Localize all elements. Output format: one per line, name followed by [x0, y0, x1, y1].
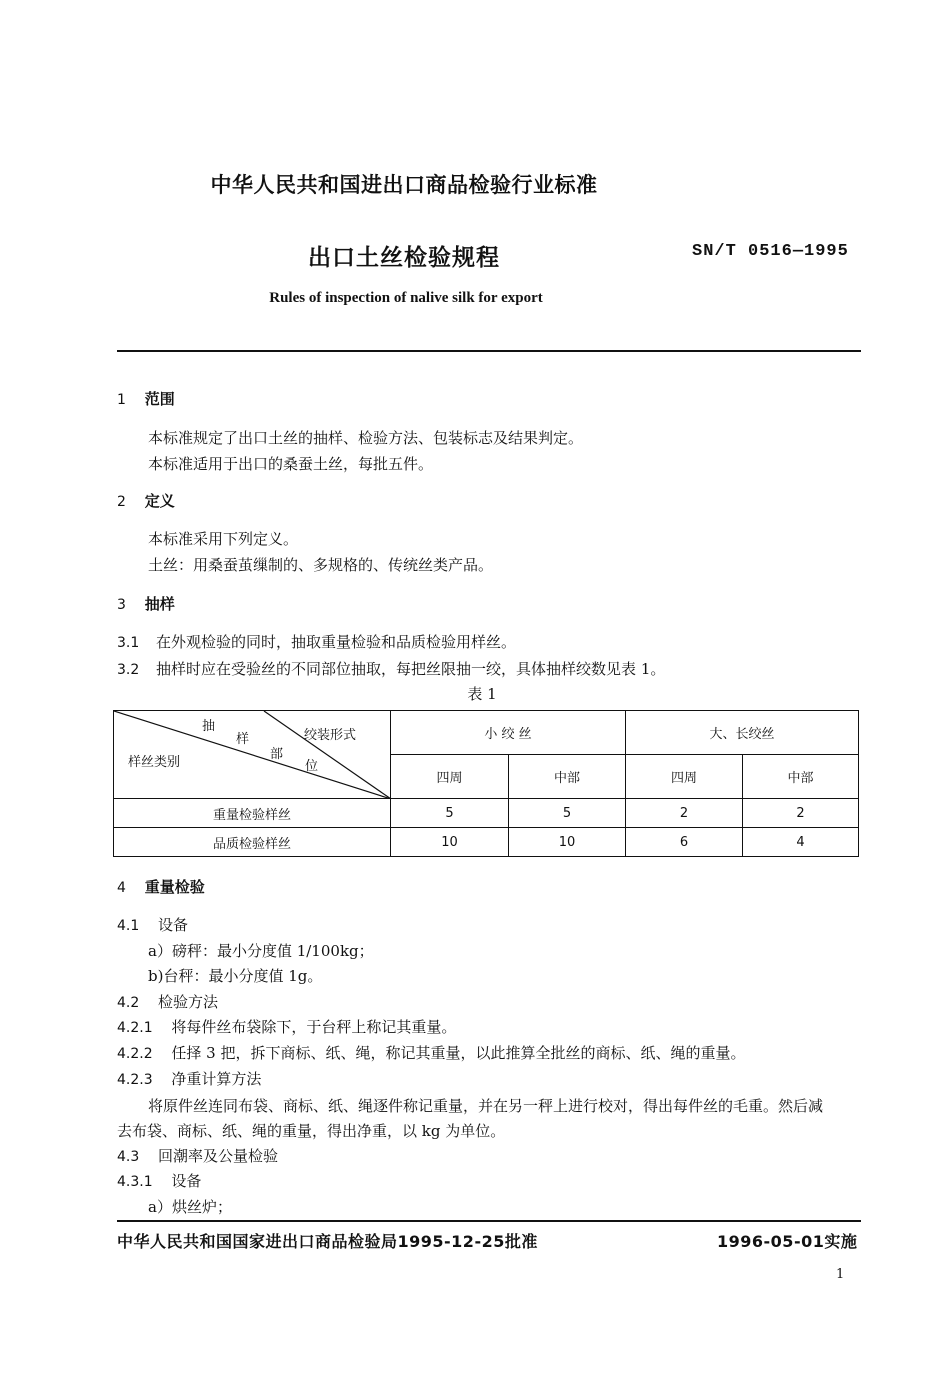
clause-text: 回潮率及公量检验: [158, 1147, 279, 1165]
corner-label-category: 样丝类别: [128, 755, 181, 770]
clause-text: 设备: [158, 916, 189, 934]
equipment-item-b: b)台秤：最小分度值 1g。: [148, 967, 323, 985]
equipment-item-a: a）磅秤：最小分度值 1/100kg；: [148, 942, 374, 960]
clause-text: 检验方法: [158, 993, 219, 1011]
clause-4-1: [117, 914, 188, 935]
section-1-heading: [117, 388, 175, 409]
corner-label-wei: 位: [305, 759, 319, 774]
clause-number: 4.1: [117, 918, 140, 934]
table-cell: 2: [626, 799, 743, 828]
clause-4-2: [117, 991, 218, 1012]
clause-4-2-3: [117, 1068, 261, 1089]
bottom-rule: [117, 1220, 861, 1222]
corner-label-chou: 抽: [202, 719, 216, 734]
table-cell: 5: [391, 799, 509, 828]
clause-3-1: [117, 631, 516, 652]
clause-text: 设备: [171, 1172, 202, 1190]
table-row: [114, 799, 859, 828]
sub-header: 中部: [509, 755, 626, 799]
clause-number: 4.2.3: [117, 1072, 153, 1088]
clause-number: 3.1: [117, 635, 140, 651]
clause-4-3: [117, 1145, 278, 1166]
group-header-large: 大、长绞丝: [626, 711, 859, 755]
corner-label-bu: 部: [270, 747, 284, 762]
section-number: 2: [117, 494, 126, 510]
top-rule: [117, 350, 861, 352]
definition-paragraph-1: 本标准采用下列定义。: [148, 530, 299, 548]
row-label: 品质检验样丝: [114, 828, 391, 857]
section-3-heading: [117, 593, 175, 614]
clause-3-2: [117, 658, 665, 679]
page-number: 1: [836, 1267, 845, 1282]
table-caption: 表 1: [467, 685, 497, 703]
section-4-heading: [117, 876, 205, 897]
clause-4-2-1: [117, 1016, 456, 1037]
scope-paragraph-1: 本标准规定了出口土丝的抽样、检验方法、包装标志及结果判定。: [148, 429, 584, 447]
table-cell: 5: [509, 799, 626, 828]
section-title: 范围: [144, 390, 175, 408]
net-weight-paragraph-line-1: 将原件丝连同布袋、商标、纸、绳逐件称记重量，并在另一秤上进行校对，得出每件丝的毛重。然后减: [148, 1097, 824, 1115]
row-label: 重量检验样丝: [114, 799, 391, 828]
table-cell: 4: [743, 828, 859, 857]
clause-number: 3.2: [117, 662, 140, 678]
corner-label-yang: 样: [236, 732, 250, 747]
clause-4-2-2: [117, 1042, 746, 1063]
scope-paragraph-2: 本标准适用于出口的桑蚕土丝，每批五件。: [148, 455, 434, 473]
clause-number: 4.2.1: [117, 1020, 153, 1036]
clause-text: 将每件丝布袋除下，于台秤上称记其重量。: [171, 1018, 457, 1036]
net-weight-paragraph-line-2: 去布袋、商标、纸、绳的重量，得出净重，以 kg 为单位。: [117, 1122, 506, 1140]
section-title: 抽样: [144, 595, 175, 613]
table-cell: 2: [743, 799, 859, 828]
clause-number: 4.3.1: [117, 1174, 153, 1190]
section-2-heading: [117, 490, 175, 511]
group-header-small: 小 绞 丝: [391, 711, 626, 755]
equipment-item-oven: a）烘丝炉；: [148, 1198, 232, 1216]
section-title: 定义: [144, 492, 175, 510]
sampling-table: [113, 710, 859, 857]
effective-date: 1996-05-01实施: [717, 1232, 858, 1251]
section-number: 1: [117, 392, 126, 408]
standard-code: SN/T 0516—1995: [692, 242, 849, 261]
sub-header: 四周: [626, 755, 743, 799]
section-title: 重量检验: [144, 878, 205, 896]
section-number: 3: [117, 597, 126, 613]
table-corner-header: [114, 711, 391, 799]
definition-paragraph-2: 土丝：用桑蚕茧缫制的、多规格的、传统丝类产品。: [148, 556, 494, 574]
table-cell: 10: [509, 828, 626, 857]
clause-text: 任择 3 把，拆下商标、纸、绳，称记其重量，以此推算全批丝的商标、纸、绳的重量。: [171, 1044, 746, 1062]
section-number: 4: [117, 880, 126, 896]
clause-text: 在外观检验的同时，抽取重量检验和品质检验用样丝。: [156, 633, 517, 651]
sub-header: 四周: [391, 755, 509, 799]
clause-number: 4.3: [117, 1149, 140, 1165]
document-title-english: Rules of inspection of nalive silk for export: [269, 290, 543, 306]
table-cell: 6: [626, 828, 743, 857]
sub-header: 中部: [743, 755, 859, 799]
clause-number: 4.2.2: [117, 1046, 153, 1062]
table-row: [114, 828, 859, 857]
clause-number: 4.2: [117, 995, 140, 1011]
table-cell: 10: [391, 828, 509, 857]
standard-heading: 中华人民共和国进出口商品检验行业标准: [210, 173, 598, 197]
approval-statement: 中华人民共和国国家进出口商品检验局1995-12-25批准: [117, 1232, 538, 1251]
clause-text: 净重计算方法: [171, 1070, 262, 1088]
corner-label-form: 绞装形式: [304, 728, 357, 743]
clause-text: 抽样时应在受验丝的不同部位抽取，每把丝限抽一绞，具体抽样绞数见表 1。: [156, 660, 666, 678]
document-title: 出口土丝检验规程: [308, 245, 500, 271]
clause-4-3-1: [117, 1170, 201, 1191]
